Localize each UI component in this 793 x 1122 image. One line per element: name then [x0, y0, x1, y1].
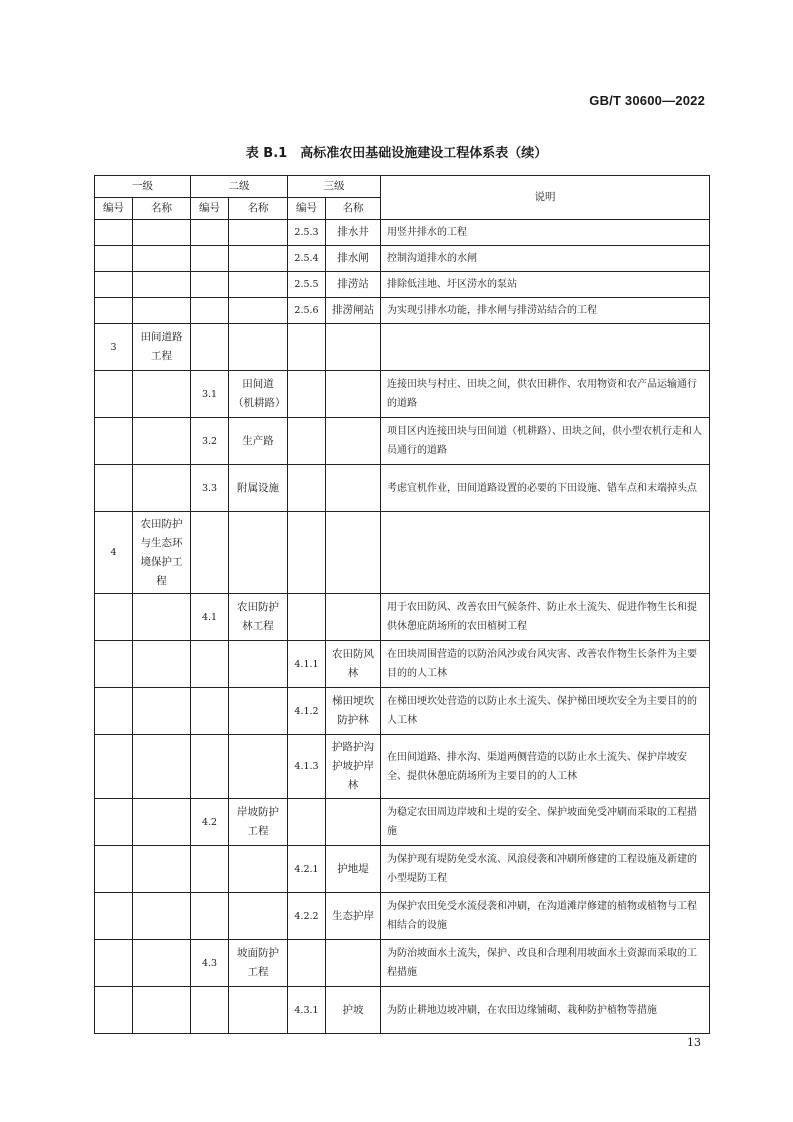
level3-name: 排水井 [326, 220, 381, 246]
level3-name [326, 512, 381, 594]
level3-code [288, 940, 326, 987]
table-row [95, 418, 710, 465]
level1-code [95, 641, 133, 688]
row-description: 用于农田防风、改善农田气候条件、防止水土流失、促进作物生长和提供休憩庇荫场所的农田植树工程 [381, 594, 710, 641]
level2-code [191, 272, 229, 298]
level1-name [133, 371, 191, 418]
level2-name [229, 220, 288, 246]
level2-code [191, 298, 229, 324]
header-name: 名称 [133, 198, 191, 220]
row-description: 控制沟道排水的水闸 [381, 246, 710, 272]
level3-name: 梯田埂坎防护林 [326, 688, 381, 735]
row-description [381, 512, 710, 594]
table-row [95, 799, 710, 846]
level3-code: 4.2.1 [288, 846, 326, 893]
table-row [95, 512, 710, 594]
level3-name: 排涝站 [326, 272, 381, 298]
level1-name [133, 418, 191, 465]
level2-code [191, 987, 229, 1034]
level1-name [133, 846, 191, 893]
level1-name [133, 735, 191, 799]
level3-name [326, 324, 381, 371]
level2-name: 坡面防护工程 [229, 940, 288, 987]
level2-name: 附属设施 [229, 465, 288, 512]
level2-name: 生产路 [229, 418, 288, 465]
level1-name [133, 688, 191, 735]
table-row [95, 940, 710, 987]
level2-code: 3.2 [191, 418, 229, 465]
level1-code [95, 298, 133, 324]
table-row [95, 594, 710, 641]
level1-name [133, 298, 191, 324]
level2-code [191, 735, 229, 799]
level1-name [133, 594, 191, 641]
table-row [95, 220, 710, 246]
level3-code [288, 512, 326, 594]
table-row [95, 987, 710, 1034]
level3-code [288, 594, 326, 641]
level2-name [229, 688, 288, 735]
header-description: 说明 [381, 176, 710, 220]
header-level1: 一级 [95, 176, 191, 198]
row-description: 为防止耕地边坡冲刷，在农田边缘铺砌、栽种防护植物等措施 [381, 987, 710, 1034]
row-description: 为保护农田免受水流侵袭和冲刷，在沟道滩岸修建的植物或植物与工程相结合的设施 [381, 893, 710, 940]
level1-name [133, 465, 191, 512]
level2-name: 田间道（机耕路） [229, 371, 288, 418]
level2-name [229, 324, 288, 371]
level3-code: 4.1.2 [288, 688, 326, 735]
level1-code: 3 [95, 324, 133, 371]
level2-name [229, 893, 288, 940]
level1-code [95, 987, 133, 1034]
level2-code: 3.3 [191, 465, 229, 512]
level3-name [326, 371, 381, 418]
level2-name [229, 987, 288, 1034]
page-number: 13 [687, 1036, 701, 1049]
level3-name: 排涝闸站 [326, 298, 381, 324]
level1-code [95, 688, 133, 735]
level3-name: 农田防风林 [326, 641, 381, 688]
level2-code [191, 893, 229, 940]
table-title: 表 B.1 高标准农田基础设施建设工程体系表（续） [245, 146, 548, 161]
level2-code: 4.1 [191, 594, 229, 641]
level2-code [191, 641, 229, 688]
engineering-system-table [94, 175, 710, 1034]
level1-code [95, 846, 133, 893]
level3-code: 4.1.3 [288, 735, 326, 799]
row-description [381, 324, 710, 371]
level2-code [191, 846, 229, 893]
level3-code: 4.3.1 [288, 987, 326, 1034]
header-level3: 三级 [288, 176, 381, 198]
level3-name [326, 465, 381, 512]
header-code: 编号 [288, 198, 326, 220]
level3-code [288, 371, 326, 418]
header-code: 编号 [191, 198, 229, 220]
level3-name: 排水闸 [326, 246, 381, 272]
table-row [95, 324, 710, 371]
level2-name [229, 735, 288, 799]
table-row [95, 735, 710, 799]
row-description: 为防治坡面水土流失，保护、改良和合理利用坡面水土资源而采取的工程措施 [381, 940, 710, 987]
row-description: 在田间道路、排水沟、渠道两侧营造的以防止水土流失、保护岸坡安全、提供休憩庇荫场所为主要目的的人工林 [381, 735, 710, 799]
level1-name [133, 220, 191, 246]
level2-code [191, 246, 229, 272]
level1-code [95, 246, 133, 272]
row-description: 连接田块与村庄、田块之间，供农田耕作、农用物资和农产品运输通行的道路 [381, 371, 710, 418]
level1-code [95, 735, 133, 799]
level2-code [191, 688, 229, 735]
level1-name [133, 940, 191, 987]
level2-name [229, 846, 288, 893]
row-description: 在田块周围营造的以防治风沙或台风灾害、改善农作物生长条件为主要目的的人工林 [381, 641, 710, 688]
level3-code: 4.2.2 [288, 893, 326, 940]
level1-code [95, 220, 133, 246]
level1-code [95, 418, 133, 465]
level1-name [133, 987, 191, 1034]
level3-code: 2.5.6 [288, 298, 326, 324]
level2-code: 4.3 [191, 940, 229, 987]
level3-code [288, 799, 326, 846]
level3-name [326, 799, 381, 846]
level3-name [326, 940, 381, 987]
level2-name [229, 246, 288, 272]
level3-name [326, 418, 381, 465]
row-description: 为稳定农田周边岸坡和土堤的安全、保护坡面免受冲刷而采取的工程措施 [381, 799, 710, 846]
standard-code: GB/T 30600—2022 [589, 93, 705, 108]
level1-code [95, 940, 133, 987]
level3-code: 2.5.4 [288, 246, 326, 272]
level1-name: 农田防护与生态环境保护工程 [133, 512, 191, 594]
row-description: 排除低洼地、圩区涝水的泵站 [381, 272, 710, 298]
level3-name: 护路护沟护坡护岸林 [326, 735, 381, 799]
level1-code [95, 465, 133, 512]
table-row [95, 465, 710, 512]
level2-name [229, 272, 288, 298]
table-row [95, 688, 710, 735]
level1-code [95, 371, 133, 418]
level2-code [191, 324, 229, 371]
table-row [95, 298, 710, 324]
level2-name [229, 512, 288, 594]
level2-name: 岸坡防护工程 [229, 799, 288, 846]
row-description: 考虑宜机作业，田间道路设置的必要的下田设施、错车点和末端掉头点 [381, 465, 710, 512]
level1-code [95, 893, 133, 940]
level3-name: 生态护岸 [326, 893, 381, 940]
row-description: 项目区内连接田块与田间道（机耕路）、田块之间，供小型农机行走和人员通行的道路 [381, 418, 710, 465]
level3-code: 2.5.5 [288, 272, 326, 298]
level1-name [133, 272, 191, 298]
row-description: 在梯田埂坎处营造的以防止水土流失、保护梯田埂坎安全为主要目的的人工林 [381, 688, 710, 735]
table-row [95, 246, 710, 272]
level3-name: 护坡 [326, 987, 381, 1034]
level1-name [133, 799, 191, 846]
level1-code [95, 272, 133, 298]
level3-name: 护地堤 [326, 846, 381, 893]
level3-code [288, 465, 326, 512]
header-name: 名称 [229, 198, 288, 220]
level2-code: 4.2 [191, 799, 229, 846]
level3-name [326, 594, 381, 641]
level3-code: 4.1.1 [288, 641, 326, 688]
level3-code [288, 418, 326, 465]
level1-name [133, 893, 191, 940]
table-row [95, 641, 710, 688]
level2-code: 3.1 [191, 371, 229, 418]
table-row [95, 893, 710, 940]
level1-code [95, 799, 133, 846]
level2-name [229, 641, 288, 688]
level1-name [133, 641, 191, 688]
header-name: 名称 [326, 198, 381, 220]
level3-code: 2.5.3 [288, 220, 326, 246]
level2-name [229, 298, 288, 324]
row-description: 为保护现有堤防免受水流、风浪侵袭和冲刷所修建的工程设施及新建的小型堤防工程 [381, 846, 710, 893]
header-level2: 二级 [191, 176, 288, 198]
row-description: 为实现引排水功能，排水闸与排涝站结合的工程 [381, 298, 710, 324]
level2-code [191, 512, 229, 594]
table-row [95, 272, 710, 298]
header-code: 编号 [95, 198, 133, 220]
row-description: 用竖井排水的工程 [381, 220, 710, 246]
level1-code [95, 594, 133, 641]
level2-name: 农田防护林工程 [229, 594, 288, 641]
level1-name: 田间道路工程 [133, 324, 191, 371]
table-row [95, 846, 710, 893]
table-row [95, 371, 710, 418]
level1-name [133, 246, 191, 272]
level2-code [191, 220, 229, 246]
level3-code [288, 324, 326, 371]
level1-code: 4 [95, 512, 133, 594]
